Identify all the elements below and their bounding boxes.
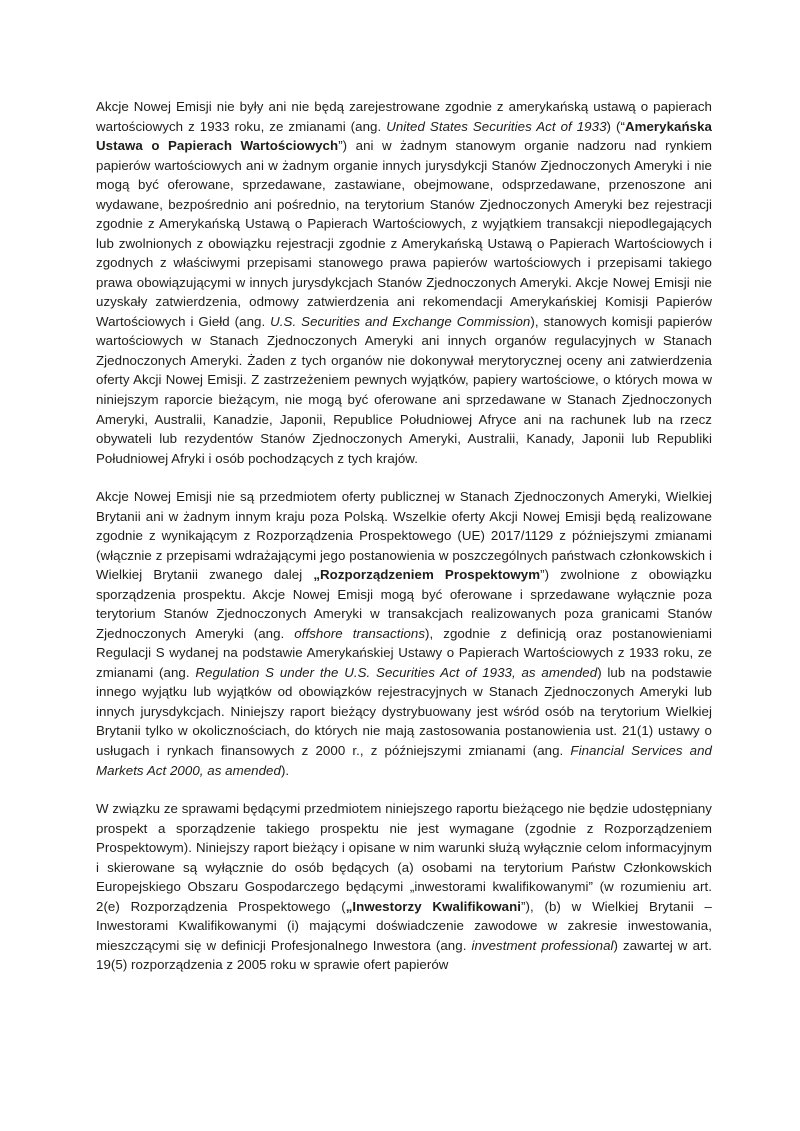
text-segment-normal: ). [280, 762, 290, 778]
text-segment-normal: ”) zwolnione z obowiązku sporządzenia prospektu. Akcje Nowej Emisji mogą być oferowane i sprzedawane wyłącznie poza terytorium Stanów Zjednoczonych Ameryki w transakcjach realizowanych poza granicami Stanów Zjednoczonych Ameryki (ang. [96, 567, 712, 641]
text-segment-italic: offshore transactions [294, 625, 426, 641]
text-segment-bold: Amerykańska Ustawa o Papierach Wartościowych [96, 118, 712, 154]
legal-paragraph-1 [96, 97, 712, 468]
text-segment-normal: ) (“ [606, 118, 625, 134]
text-segment-normal: Akcje Nowej Emisji nie były ani nie będą zarejestrowane zgodnie z amerykańską ustawą o papierach wartościowych z 1933 roku, ze zmianami (ang. [96, 99, 712, 134]
text-segment-italic: investment professional [471, 937, 614, 953]
text-segment-italic: U.S. Securities and Exchange Commission [270, 313, 531, 329]
text-segment-normal: ”), (b) w Wielkiej Brytanii – Inwestorami Kwalifikowanymi (i) mającymi doświadczenie zawodowe w zakresie inwestowania, mieszczącymi się w definicji Profesjonalnego Inwestora (ang. [96, 898, 712, 953]
text-segment-normal: ), zgodnie z definicją oraz postanowieniami Regulacji S wydanej na podstawie Amerykańskiej Ustawy o Papierach Wartościowych z 1933 roku, ze zmianami (ang. [96, 625, 713, 680]
text-segment-italic: Regulation S under the U.S. Securities Act of 1933, as amended [195, 664, 598, 680]
text-segment-normal: ) lub na podstawie innego wyjątku lub wyjątków od obowiązków rejestracyjnych w Stanach Zjednoczonych Ameryki lub innych jurysdykcjach. Niniejszy raport bieżący dystrybuowany jest wśród osób na terytorium Wielkiej Brytanii tylko w okolicznościach, do których nie mają zastosowania postanowienia ust. 21(1) ustawy o usługach i rynkach finansowych z 2000 r., z późniejszymi zmianami (ang. [96, 664, 713, 758]
text-segment-italic: Financial Services and Markets Act 2000, as amended [96, 743, 712, 778]
legal-paragraph-3 [96, 799, 712, 975]
text-segment-normal: W związku ze sprawami będącymi przedmiotem niniejszego raportu bieżącego nie będzie udostępniany prospekt a sporządzenie takiego prospektu nie jest wymagane (zgodnie z Rozporządzeniem Prospektowym). Niniejszy raport bieżący i opisane w nim warunki służą wyłącznie celom informacyjnym i skierowane są wyłącznie do osób będących (a) osobami na terytorium Państw Członkowskich Europejskiego Obszaru Gospodarczego będącymi „inwestorami kwalifikowanymi” (w rozumieniu art. 2(e) Rozporządzenia Prospektowego ( [96, 801, 712, 914]
text-segment-normal: ”) ani w żadnym stanowym organie nadzoru nad rynkiem papierów wartościowych ani w żadnym organie innych jurysdykcji Stanów Zjednoczonych Ameryki i nie mogą być oferowane, sprzedawane, zastawiane, obejmowane, odsprzedawane, przenoszone ani wydawane, bezpośrednio ani pośrednio, na terytorium Stanów Zjednoczonych Ameryki bez rejestracji zgodnie z Amerykańską Ustawą o Papierach Wartościowych, z wyjątkiem transakcji niepodlegających lub zwolnionych z obowiązku rejestracji zgodnie z Amerykańską Ustawą o Papierach Wartościowych i zgodnych z właściwymi przepisami stanowego prawa papierów wartościowych i przepisami takiego prawa obowiązującymi w innych jurysdykcjach Stanów Zjednoczonych Ameryki. Akcje Nowej Emisji nie uzyskały zatwierdzenia, odmowy zatwierdzenia ani rekomendacji Amerykańskiej Komisji Papierów Wartościowych i Giełd (ang. [96, 138, 712, 329]
text-segment-normal: ), stanowych komisji papierów wartościowych w Stanach Zjednoczonych Ameryki ani innych organów regulacyjnych w Stanach Zjednoczonych Ameryki. Żaden z tych organów nie dokonywał merytorycznej oceny ani zatwierdzenia oferty Akcji Nowej Emisji. Z zastrzeżeniem pewnych wyjątków, papiery wartościowe, o których mowa w niniejszym raporcie bieżącym, nie mogą być oferowane ani sprzedawane w Stanach Zjednoczonych Ameryki, Australii, Kanadzie, Japonii, Republice Południowej Afryce ani na rachunek lub na rzecz obywateli lub rezydentów Stanów Zjednoczonych Ameryki, Australii, Kanady, Japonii lub Republiki Południowej Afryki i osób pochodzących z tych krajów. [96, 313, 712, 466]
text-segment-bold: „Rozporządzeniem Prospektowym [313, 567, 541, 583]
text-segment-normal: ) zawartej w art. 19(5) rozporządzenia z 2005 roku w sprawie ofert papierów [96, 937, 712, 973]
text-segment-bold: „Inwestorzy Kwalifikowani [345, 898, 521, 914]
text-segment-normal: Akcje Nowej Emisji nie są przedmiotem oferty publicznej w Stanach Zjednoczonych Ameryki, Wielkiej Brytanii ani w żadnym innym kraju poza Polską. Wszelkie oferty Akcji Nowej Emisji będą realizowane zgodnie z wynikającym z Rozporządzenia Prospektowego (UE) 2017/1129 z późniejszymi zmianami (włącznie z przepisami wdrażającymi jego postanowienia w poszczególnych państwach członkowskich i Wielkiej Brytanii zwanego dalej [96, 489, 712, 583]
legal-paragraph-2 [96, 487, 712, 780]
document-content [96, 97, 712, 975]
text-segment-italic: United States Securities Act of 1933 [386, 118, 607, 134]
